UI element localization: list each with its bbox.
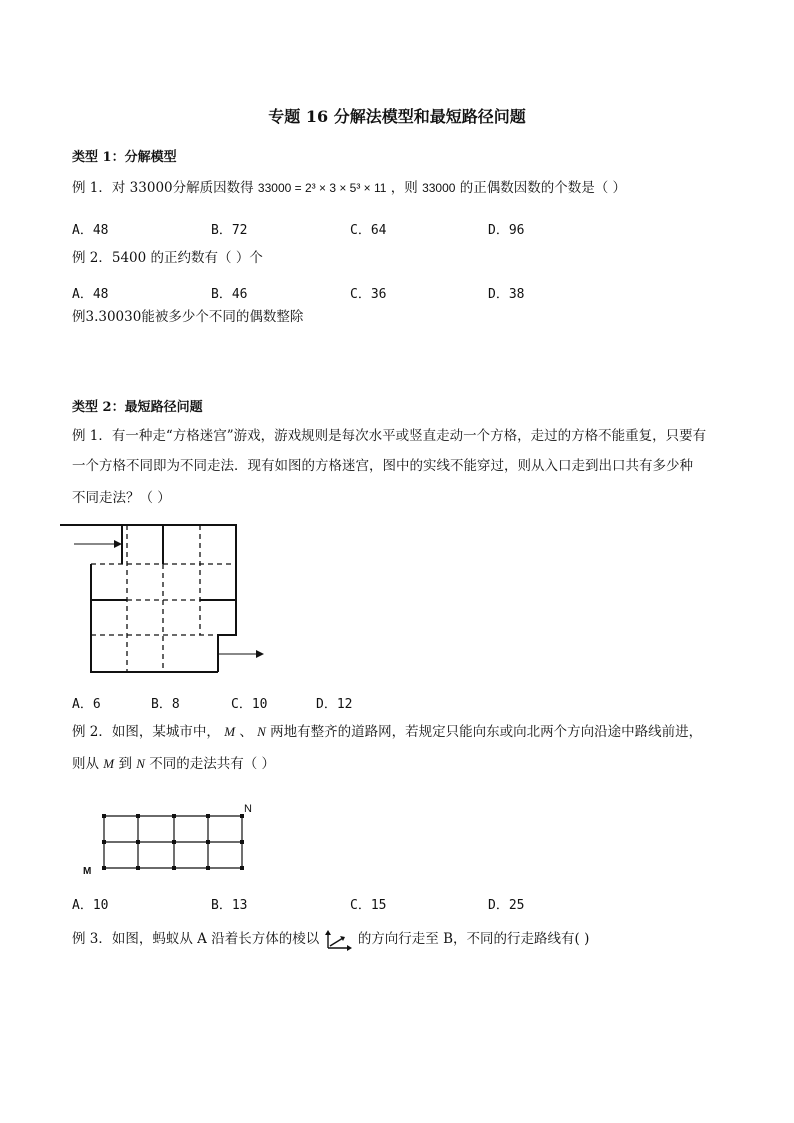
example-3-question: 例3.30030能被多少个不同的偶数整除 — [72, 309, 304, 325]
maze-question-line-1: 例 1．有一种走“方格迷宫”游戏，游戏规则是每次水平或竖直走动一个方格，走过的方格不能重复，只要有 — [72, 428, 707, 444]
grid-question-part2: 两地有整齐的道路网，若规定只能向东或向北两个方向沿途中路线前进， — [270, 724, 703, 740]
example-2-option-c: C．36 — [350, 287, 387, 302]
example-1-option-d: D．96 — [488, 223, 525, 238]
grid-question-part1: 例 2．如图，某城市中， — [72, 724, 220, 740]
point-m-label: M — [224, 724, 236, 739]
road-grid-figure — [80, 800, 270, 880]
maze-option-b: B．8 — [151, 697, 180, 712]
grid-question-line-2 — [72, 754, 275, 774]
point-m-label-2: M — [103, 756, 115, 771]
example-1-label: 例 1．对 33000分解质因数得 — [72, 180, 254, 196]
grid-question-from: 则从 — [72, 756, 99, 772]
grid-option-b: B．13 — [211, 898, 248, 913]
page-title: 专题 16 分解法模型和最短路径问题 — [268, 107, 526, 126]
grid-label-m: M — [83, 866, 92, 877]
section-heading-decomposition: 类型 1：分解模型 — [72, 150, 177, 165]
grid-label-n: N — [244, 803, 252, 815]
example-1-question — [72, 178, 626, 198]
maze-question-line-3: 不同走法？（ ） — [72, 490, 171, 506]
ant-question — [72, 929, 589, 950]
example-1-equation: 33000 = 2³ × 3 × 5³ × 11 — [257, 181, 387, 195]
maze-question-line-2: 一个方格不同即为不同走法．现有如图的方格迷宫，图中的实线不能穿过，则从入口走到出口共有多少种 — [72, 458, 693, 474]
grid-option-d: D．25 — [488, 898, 525, 913]
grid-question-line-1 — [72, 722, 702, 742]
grid-option-c: C．15 — [350, 898, 387, 913]
maze-figure — [60, 518, 270, 678]
ant-question-part2: 的方向行走至 B，不同的行走路线有( ) — [357, 931, 590, 947]
maze-option-a: A．6 — [72, 697, 101, 712]
point-n-label-2: N — [136, 756, 145, 771]
example-2-question: 例 2．5400 的正约数有（ ）个 — [72, 250, 263, 266]
grid-question-to: 到 — [118, 756, 132, 772]
example-1-option-c: C．64 — [350, 223, 387, 238]
section-heading-shortest-path: 类型 2：最短路径问题 — [72, 400, 203, 415]
point-n-label: N — [257, 724, 266, 739]
maze-option-d: D．12 — [316, 697, 353, 712]
direction-arrows-icon — [324, 930, 354, 950]
ant-question-part1: 例 3．如图，蚂蚁从 A 沿着长方体的棱以 — [72, 931, 320, 947]
grid-option-a: A．10 — [72, 898, 109, 913]
example-1-option-b: B．72 — [211, 223, 248, 238]
grid-question-tail: 不同的走法共有（ ） — [149, 756, 275, 772]
example-1-tail: 的正偶数因数的个数是（ ） — [459, 180, 627, 196]
maze-option-c: C．10 — [231, 697, 268, 712]
example-2-option-d: D．38 — [488, 287, 525, 302]
example-2-option-a: A．48 — [72, 287, 109, 302]
example-1-option-a: A．48 — [72, 223, 109, 238]
example-2-option-b: B．46 — [211, 287, 248, 302]
example-1-after: ，则 — [390, 180, 418, 196]
grid-question-separator: 、 — [239, 724, 253, 740]
example-1-number: 33000 — [422, 181, 456, 195]
